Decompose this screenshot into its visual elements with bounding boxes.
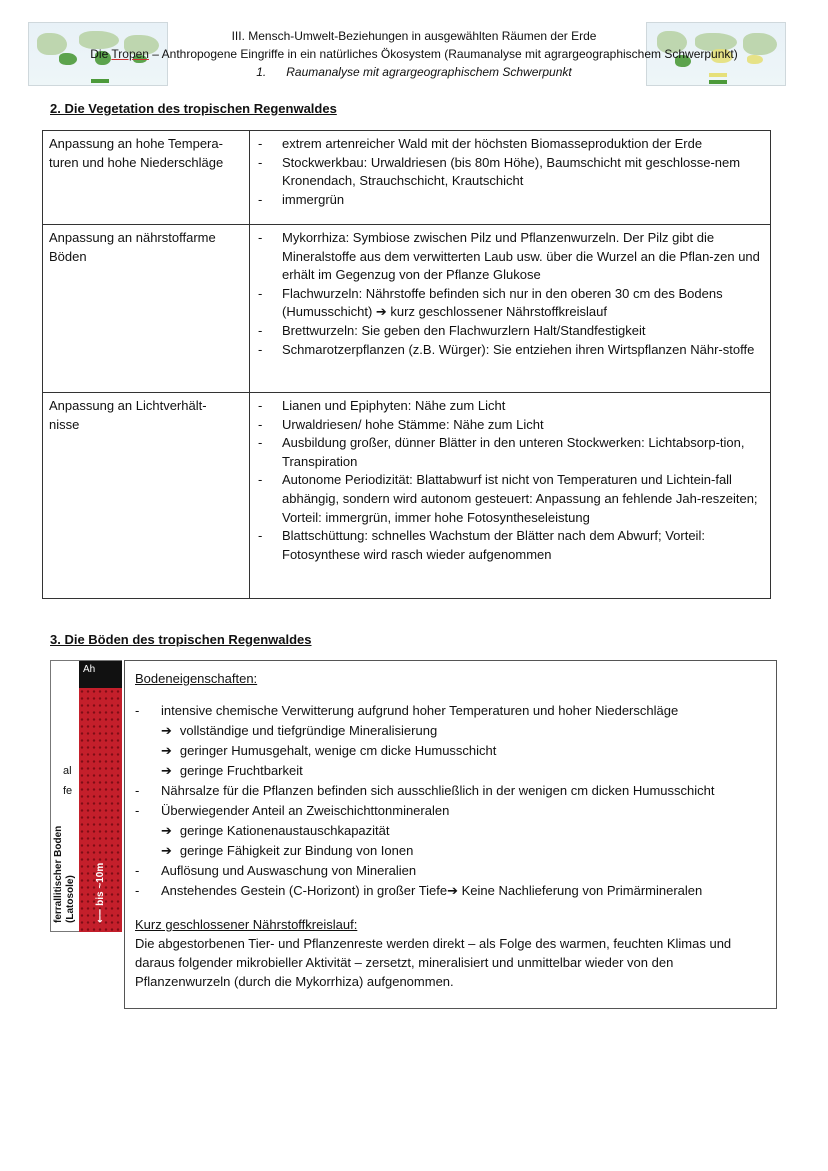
soil-type-label: ferrallitischer Boden (Latosole) bbox=[53, 825, 76, 923]
vegetation-row bbox=[43, 225, 771, 393]
nutrient-cycle-text: Die abgestorbenen Tier- und Pflanzenreste werden direkt – als Folge des warmen, feuchten Klimas und daraus folgender mikrobieller Aktivität – zersetzt, mineralisiert und unmittelbar wieder von den Pflanzenwurzeln (durch die Mykorrhiza) aufgenommen. bbox=[135, 936, 732, 989]
adaptation-list bbox=[258, 135, 764, 209]
list-item: - Anstehendes Gestein (C-Horizont) in großer Tiefe➔ Keine Nachlieferung von Primärmineralen bbox=[135, 881, 766, 901]
adaptation-list bbox=[258, 397, 764, 564]
list-item: - Autonome Periodizität: Blattabwurf ist nicht von Temperaturen und Lichtein-fall abhängig, sondern wird autonom gesteuert: Anpassung an fehlende Jah-reszeiten; Vorteil: immergrün, immer hohe Fotosyntheseleistung bbox=[258, 471, 764, 527]
adaptation-label: Anpassung an nährstoffarme Böden bbox=[43, 225, 250, 393]
list-item: - Stockwerkbau: Urwaldriesen (bis 80m Höhe), Baumschicht mit geschlosse-nem Kronendach, Strauchschicht, Krautschicht bbox=[258, 154, 764, 191]
list-item: - Lianen und Epiphyten: Nähe zum Licht bbox=[258, 397, 764, 416]
list-item: - Ausbildung großer, dünner Blätter in den unteren Stockwerken: Lichtabsorp-tion, Transpiration bbox=[258, 434, 764, 471]
soil-properties-list bbox=[135, 701, 766, 901]
section-2-title: 2. Die Vegetation des tropischen Regenwaldes bbox=[50, 101, 337, 116]
al-label: al bbox=[63, 765, 72, 777]
list-item: - Schmarotzerpflanzen (z.B. Würger): Sie entziehen ihren Wirtspflanzen Nähr-stoffe bbox=[258, 341, 764, 360]
list-item: - Brettwurzeln: Sie geben den Flachwurzlern Halt/Standfestigkeit bbox=[258, 322, 764, 341]
header-line-3: 1. Raumanalyse mit agrargeographischem Schwerpunkt bbox=[256, 65, 572, 79]
depth-label: ⟵ bis ~10m bbox=[95, 862, 106, 923]
vegetation-row bbox=[43, 393, 771, 599]
soil-properties-title: Bodeneigenschaften: bbox=[135, 671, 258, 686]
ah-label: Ah bbox=[83, 664, 96, 675]
list-item: - extrem artenreicher Wald mit der höchsten Biomasseproduktion der Erde bbox=[258, 135, 764, 154]
consequence-item: ➔ geringe Fähigkeit zur Bindung von Ionen bbox=[135, 841, 766, 861]
list-item: - intensive chemische Verwitterung aufgrund hoher Temperaturen und hoher Niederschläge bbox=[135, 701, 766, 721]
nutrient-cycle-title: Kurz geschlossener Nährstoffkreislauf: bbox=[135, 917, 358, 932]
adaptation-label: Anpassung an Lichtverhält- nisse bbox=[43, 393, 250, 599]
list-item: - Flachwurzeln: Nährstoffe befinden sich nur in den oberen 30 cm des Bodens (Humusschicht) ➔ kurz geschlossener Nährstoffkreislauf bbox=[258, 285, 764, 322]
adaptation-label: Anpassung an hohe Tempera- turen und hohe Niederschläge bbox=[43, 131, 250, 225]
header-line-2: Die Tropen – Anthropogene Eingriffe in ein natürliches Ökosystem (Raumanalyse mit agrargeographischem Schwerpunkt) bbox=[90, 47, 738, 61]
list-item: - immergrün bbox=[258, 191, 764, 210]
vegetation-row bbox=[43, 131, 771, 225]
adaptation-list bbox=[258, 229, 764, 359]
list-item: - Mykorrhiza: Symbiose zwischen Pilz und Pflanzenwurzeln. Der Pilz gibt die Mineralstoffe aus dem verwitterten Laub usw. über die Wurzel an die Pflan-zen und erhält im Gegenzug von der Pflanze Glukose bbox=[258, 229, 764, 285]
header-highlight-tropen: Tropen bbox=[111, 47, 149, 61]
vegetation-table bbox=[42, 130, 771, 599]
list-item: - Auflösung und Auswaschung von Mineralien bbox=[135, 861, 766, 881]
list-item: - Urwaldriesen/ hohe Stämme: Nähe zum Licht bbox=[258, 416, 764, 435]
consequence-item: ➔ geringer Humusgehalt, wenige cm dicke Humusschicht bbox=[135, 741, 766, 761]
section-3-title: 3. Die Böden des tropischen Regenwaldes bbox=[50, 632, 312, 647]
fe-label: fe bbox=[63, 785, 73, 797]
consequence-item: ➔ geringe Kationenaustauschkapazität bbox=[135, 821, 766, 841]
list-item: - Blattschüttung: schnelles Wachstum der Blätter nach dem Abwurf; Vorteil: Fotosynthese wird rasch wieder aufgenommen bbox=[258, 527, 764, 564]
consequence-item: ➔ vollständige und tiefgründige Mineralisierung bbox=[135, 721, 766, 741]
soil-properties-box bbox=[124, 660, 777, 1009]
soil-profile-diagram bbox=[50, 660, 122, 932]
list-item: - Nährsalze für die Pflanzen befinden sich ausschließlich in der wenigen cm dicken Humusschicht bbox=[135, 781, 766, 801]
list-item: - Überwiegender Anteil an Zweischichttonmineralen bbox=[135, 801, 766, 821]
consequence-item: ➔ geringe Fruchtbarkeit bbox=[135, 761, 766, 781]
page-header bbox=[0, 18, 828, 90]
header-line-1: III. Mensch-Umwelt-Beziehungen in ausgewählten Räumen der Erde bbox=[231, 29, 597, 43]
